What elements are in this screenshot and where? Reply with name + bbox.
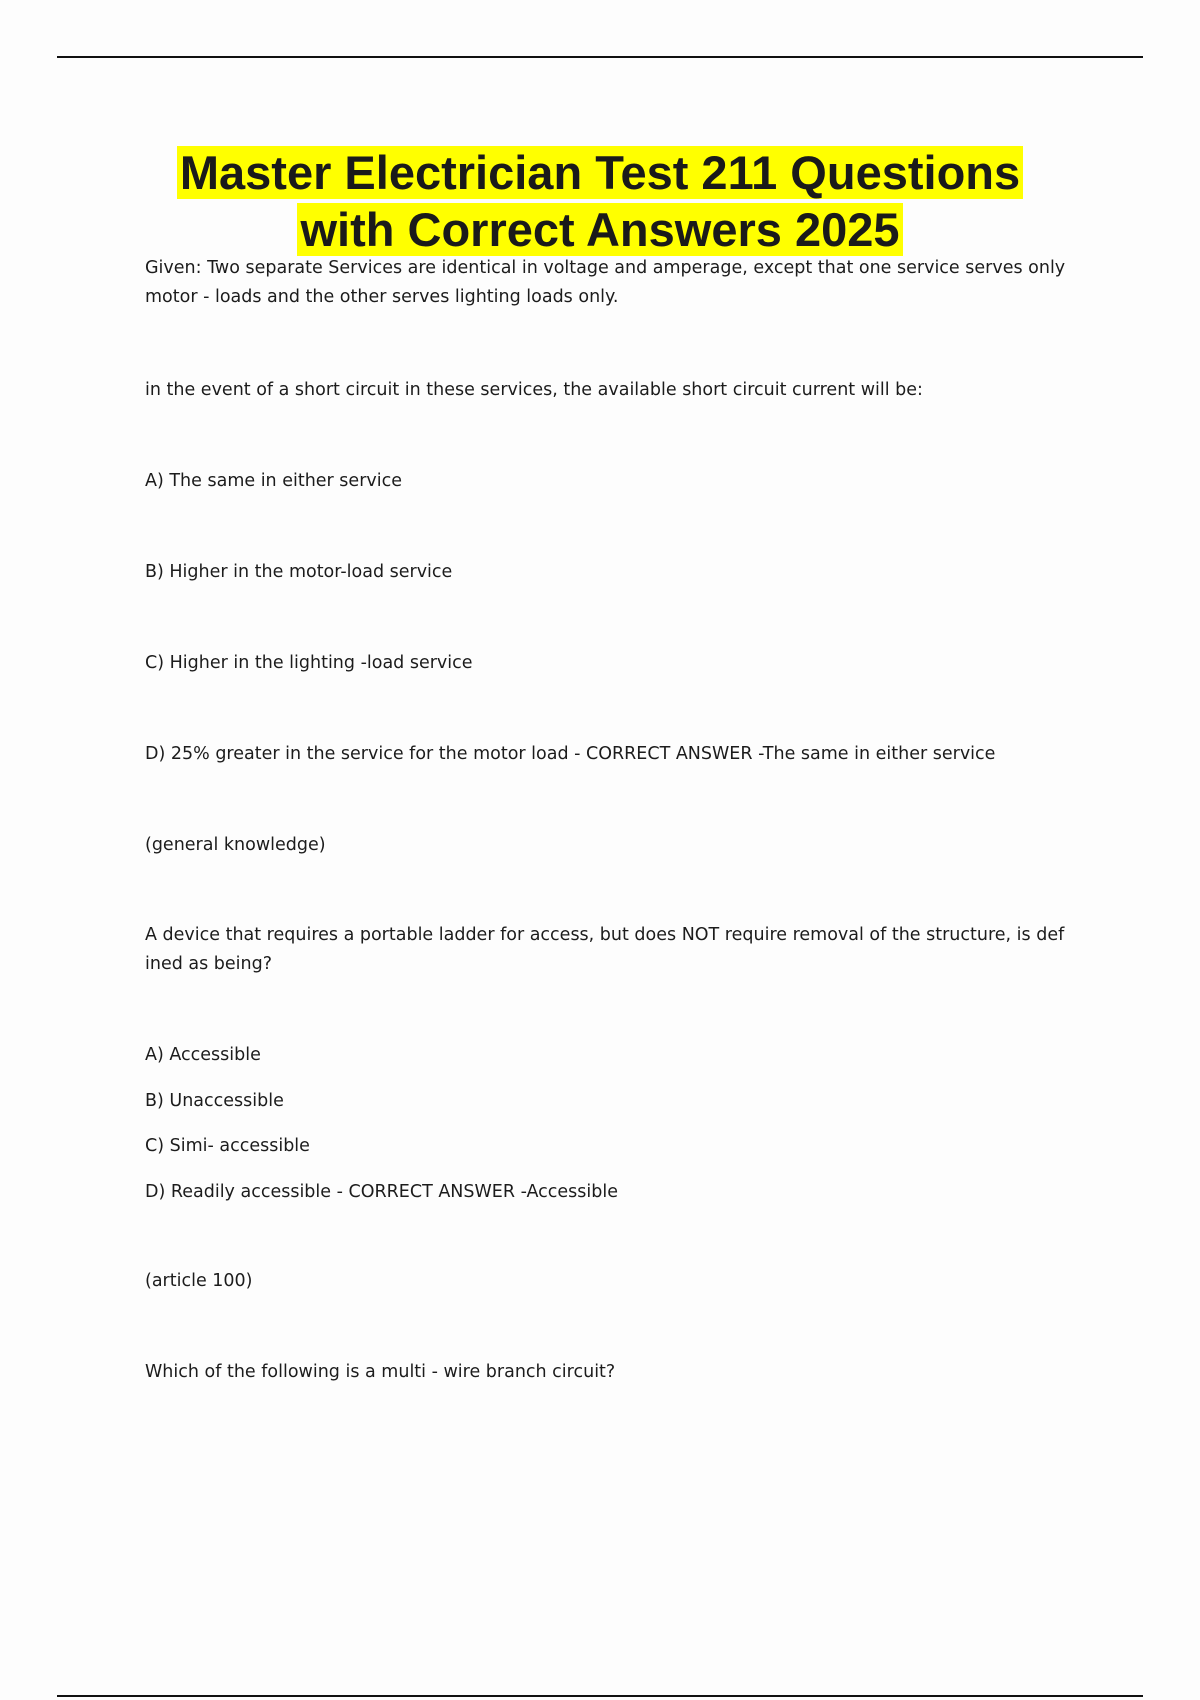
footer-rule <box>57 1695 1143 1697</box>
q2-option-d: D) Readily accessible - CORRECT ANSWER -Accessible <box>145 1182 619 1202</box>
q2-stem <box>145 921 1095 979</box>
title-line-2: with Correct Answers 2025 <box>297 203 902 256</box>
q1-reference: (general knowledge) <box>145 835 326 855</box>
q1-question: in the event of a short circuit in these services, the available short circuit current will be: <box>145 380 923 400</box>
q1-option-c: C) Higher in the lighting -load service <box>145 653 473 673</box>
q2-stem-line-2: ined as being? <box>145 954 273 974</box>
q1-option-a: A) The same in either service <box>145 471 402 491</box>
q1-option-d: D) 25% greater in the service for the motor load - CORRECT ANSWER -The same in either service <box>145 744 996 764</box>
header-rule <box>57 56 1143 58</box>
q1-stem-line-2: motor - loads and the other serves lighting loads only. <box>145 287 619 307</box>
q2-stem-line-1: A device that requires a portable ladder for access, but does NOT require removal of the structure, is def <box>145 925 1065 945</box>
q2-reference: (article 100) <box>145 1271 253 1291</box>
title-line-1: Master Electrician Test 211 Questions <box>177 146 1023 199</box>
q3-stem: Which of the following is a multi - wire branch circuit? <box>145 1362 616 1382</box>
q2-option-a: A) Accessible <box>145 1045 261 1065</box>
document-title <box>0 144 1200 258</box>
q1-option-b: B) Higher in the motor-load service <box>145 562 453 582</box>
q2-option-c: C) Simi- accessible <box>145 1136 310 1156</box>
q1-stem-line-1: Given: Two separate Services are identical in voltage and amperage, except that one service serves only <box>145 258 1066 278</box>
q1-stem <box>145 254 1095 312</box>
q2-option-b: B) Unaccessible <box>145 1091 284 1111</box>
